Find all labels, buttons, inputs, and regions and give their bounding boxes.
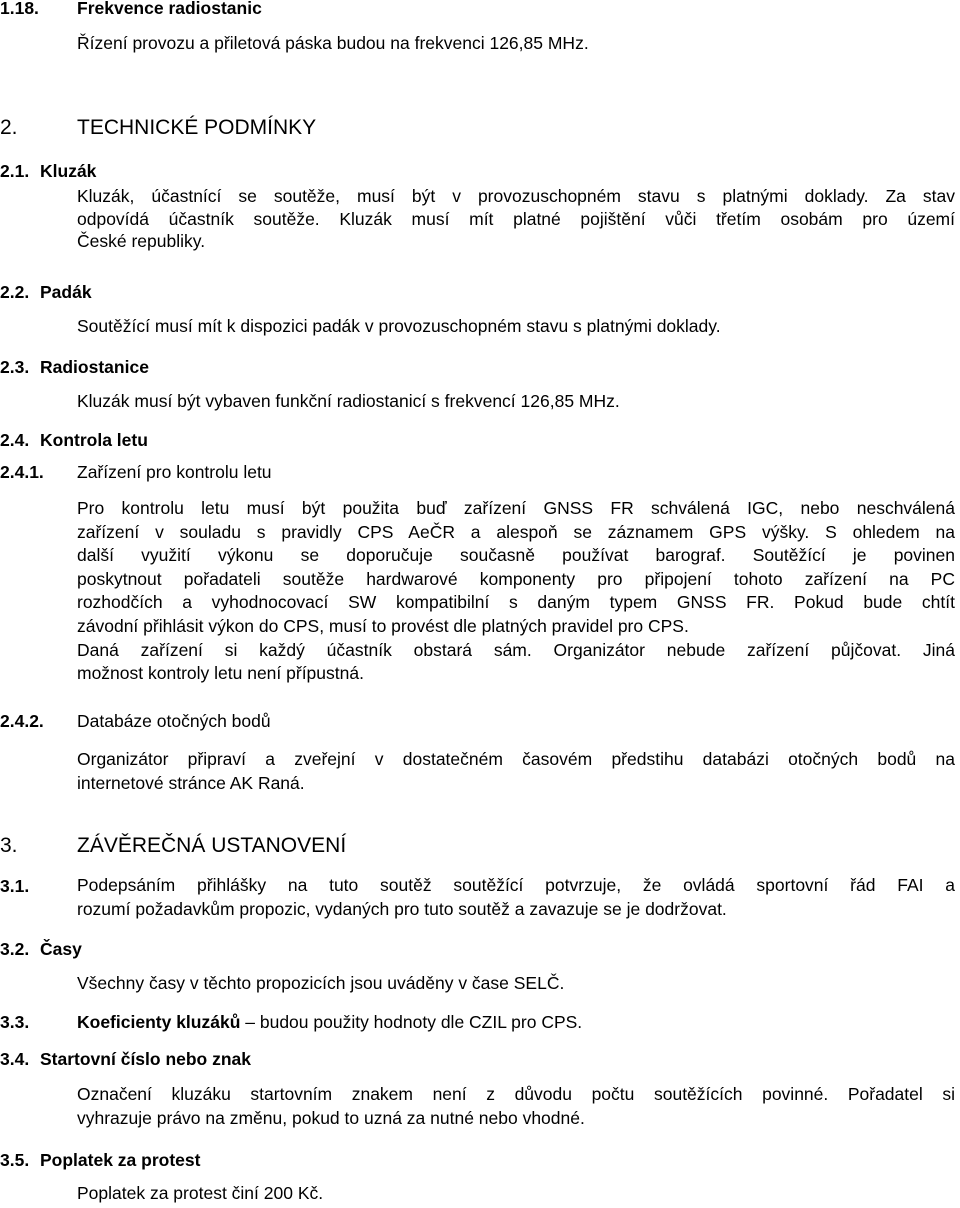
section-3-3-line xyxy=(77,1012,582,1033)
section-3-4-paragraph xyxy=(77,1083,955,1130)
paragraph-line: České republiky. xyxy=(77,231,206,251)
section-3-1-number: 3.1. xyxy=(0,876,30,896)
section-3-4-number: 3.4. xyxy=(0,1049,30,1069)
section-3-5-text: Poplatek za protest činí 200 Kč. xyxy=(77,1183,324,1203)
paragraph-line: Organizátor připraví a zveřejní v dostatečném časovém předstihu databázi otočných bodů na xyxy=(77,749,955,769)
section-2-4-heading: Kontrola letu xyxy=(40,430,148,450)
paragraph-line: Kluzák, účastnící se soutěže, musí být v provozuschopném stavu s platnými doklady. Za stav xyxy=(77,186,955,206)
section-2-4-2-number: 2.4.2. xyxy=(0,711,44,731)
paragraph-line: vyhrazuje právo na změnu, pokud to uzná za nutné nebo vhodné. xyxy=(77,1107,585,1128)
paragraph-line: zařízení v souladu s pravidly CPS AeČR a alespoň se záznamem GPS výšky. S ohledem na xyxy=(77,521,955,542)
section-1-18-heading: Frekvence radiostanic xyxy=(77,0,262,18)
section-2-4-2-paragraph xyxy=(77,748,955,795)
section-1-18-number: 1.18. xyxy=(0,0,39,18)
paragraph-line: Podepsáním přihlášky na tuto soutěž soutěžící potvrzuje, že ovládá sportovní řád FAI a xyxy=(77,875,955,895)
paragraph-line: Pro kontrolu letu musí být použita buď zařízení GNSS FR schválená IGC, nebo neschválená xyxy=(77,498,955,518)
section-2-2-heading: Padák xyxy=(40,282,92,302)
section-3-5-heading: Poplatek za protest xyxy=(40,1150,201,1170)
section-2-4-2-heading: Databáze otočných bodů xyxy=(77,711,271,731)
paragraph-line: poskytnout pořadateli soutěže hardwarové komponenty pro připojení tohoto zařízení na PC xyxy=(77,568,955,589)
paragraph-line: Označení kluzáku startovním znakem není z důvodu počtu soutěžících povinné. Pořadatel si xyxy=(77,1084,955,1104)
section-3-heading: ZÁVĚREČNÁ USTANOVENÍ xyxy=(77,834,347,857)
section-2-4-1-heading: Zařízení pro kontrolu letu xyxy=(77,462,272,482)
section-2-3-heading: Radiostanice xyxy=(40,357,149,377)
section-3-2-heading: Časy xyxy=(40,939,82,959)
section-3-number: 3. xyxy=(0,834,18,857)
section-2-4-1-number: 2.4.1. xyxy=(0,462,44,482)
paragraph-line: odpovídá účastník soutěže. Kluzák musí mít platné pojištění vůči třetím osobám pro území xyxy=(77,208,955,229)
paragraph-line: Daná zařízení si každý účastník obstará sám. Organizátor nebude zařízení půjčovat. Jiná xyxy=(77,639,955,660)
section-3-3-number: 3.3. xyxy=(0,1012,30,1032)
section-1-18-text: Řízení provozu a přiletová páska budou na frekvenci 126,85 MHz. xyxy=(77,33,589,53)
paragraph-line: možnost kontroly letu není přípustná. xyxy=(77,663,364,684)
section-2-1-number: 2.1. xyxy=(0,161,30,181)
paragraph-line: závodní přihlásit výkon do CPS, musí to provést dle platných pravidel pro CPS. xyxy=(77,615,689,636)
section-3-1-paragraph xyxy=(77,874,955,921)
section-3-4-heading: Startovní číslo nebo znak xyxy=(40,1049,252,1069)
section-2-2-text: Soutěžící musí mít k dispozici padák v provozuschopném stavu s platnými doklady. xyxy=(77,316,721,336)
section-2-number: 2. xyxy=(0,116,18,139)
paragraph-line: rozhodčích a vyhodnocovací SW kompatibilní s daným typem GNSS FR. Pokud bude chtít xyxy=(77,592,955,613)
section-3-2-number: 3.2. xyxy=(0,939,30,959)
section-3-5-number: 3.5. xyxy=(0,1150,30,1170)
section-2-2-number: 2.2. xyxy=(0,282,30,302)
paragraph-line: internetové stránce AK Raná. xyxy=(77,772,305,793)
coefficients-label: Koeficienty kluzáků xyxy=(77,1012,241,1032)
paragraph-line: další využití výkonu se doporučuje současně používat barograf. Soutěžící je povinen xyxy=(77,545,955,566)
section-2-4-1-paragraph xyxy=(77,497,955,686)
section-2-3-number: 2.3. xyxy=(0,357,30,377)
coefficients-text: – budou použity hodnoty dle CZIL pro CPS. xyxy=(240,1012,583,1032)
section-2-3-text: Kluzák musí být vybaven funkční radiostanicí s frekvencí 126,85 MHz. xyxy=(77,391,620,411)
section-2-4-number: 2.4. xyxy=(0,430,30,450)
section-3-2-text: Všechny časy v těchto propozicích jsou uváděny v čase SELČ. xyxy=(77,973,565,993)
section-2-heading: TECHNICKÉ PODMÍNKY xyxy=(77,116,317,139)
paragraph-line: rozumí požadavkům propozic, vydaných pro tuto soutěž a zavazuje se je dodržovat. xyxy=(77,898,727,919)
section-2-1-paragraph xyxy=(77,185,955,253)
section-2-1-heading: Kluzák xyxy=(40,161,97,181)
